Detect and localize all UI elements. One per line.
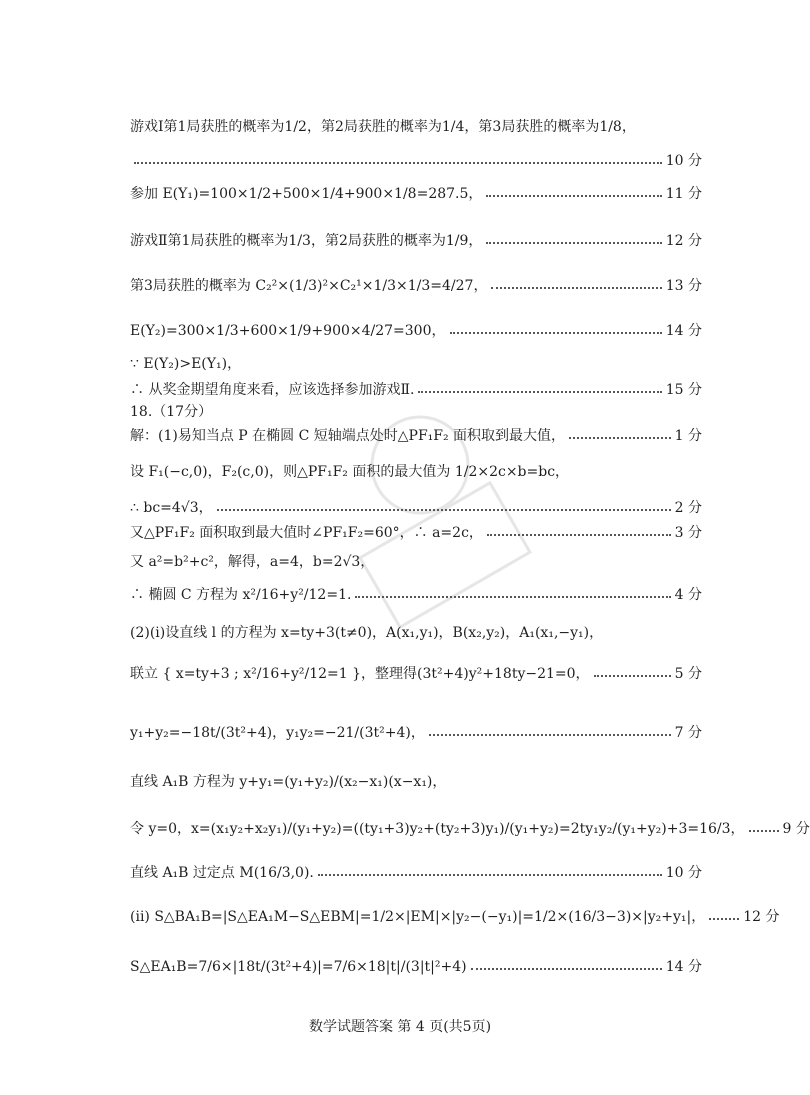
answer-line: 游戏Ⅱ第1局获胜的概率为1/3，第2局获胜的概率为1/9， 12 分 [130, 233, 702, 249]
leader-dots [709, 918, 739, 920]
leader-dots [486, 242, 661, 244]
leader-dots [491, 287, 661, 289]
leader-dots [487, 534, 671, 536]
answer-line: y₁+y₂=−18t/(3t²+4)，y₁y₂=−21/(3t²+4)， 7 分 [130, 725, 702, 741]
leader-dots [471, 968, 662, 970]
leader-dots [355, 596, 670, 598]
answer-line: ∴ 椭圆 C 方程为 x²/16+y²/12=1. 4 分 [130, 587, 702, 603]
answer-line: ∵ E(Y₂)>E(Y₁)， [130, 356, 242, 372]
answer-line: 游戏Ⅰ第1局获胜的概率为1/2，第2局获胜的概率为1/4，第3局获胜的概率为1/8， [130, 119, 636, 135]
leader-dots [486, 195, 661, 197]
leader-dots [134, 162, 662, 164]
answer-line: ∴ 从奖金期望角度来看，应该选择参加游戏Ⅱ. 15 分 [130, 382, 702, 398]
answer-line: S△EA₁B=7/6×|18t/(3t²+4)|=7/6×18|t|/(3|t|²+4) 14 分 [130, 959, 702, 975]
leader-dots [429, 734, 671, 736]
leader-dots [318, 874, 662, 876]
answer-line: 10 分 [130, 152, 702, 170]
leader-dots [594, 675, 671, 677]
leader-dots [569, 437, 671, 439]
answer-line: 解：(1)易知当点 P 在椭圆 C 短轴端点处时△PF₁F₂ 面积取到最大值， 1 分 [130, 428, 702, 444]
answer-line: (ii) S△BA₁B=|S△EA₁M−S△EBM|=1/2×|EM|×|y₂−(−y₁)|=1/2×(16/3−3)×|y₂+y₁|， 12 分 [130, 909, 780, 925]
answer-line: 直线 A₁B 方程为 y+y₁=(y₁+y₂)/(x₂−x₁)(x−x₁)， [130, 774, 447, 790]
answer-line: (2)(i)设直线 l 的方程为 x=ty+3(t≠0)，A(x₁,y₁)，B(x₂,y₂)，A₁(x₁,−y₁)， [130, 625, 604, 641]
answer-line: E(Y₂)=300×1/3+600×1/9+900×4/27=300， 14 分 [130, 323, 702, 339]
page-footer: 数学试题答案 第 4 页(共5页) [308, 1019, 492, 1035]
leader-dots [418, 391, 661, 393]
leader-dots [749, 830, 779, 832]
answer-line: 又△PF₁F₂ 面积取到最大值时∠PF₁F₂=60°，∴ a=2c， 3 分 [130, 525, 702, 541]
answer-line: 直线 A₁B 过定点 M(16/3,0). 10 分 [130, 865, 702, 881]
question-number: 18.（17分） [130, 404, 213, 420]
answer-line: 设 F₁(−c,0)，F₂(c,0)，则△PF₁F₂ 面积的最大值为 1/2×2c×b=bc， [130, 464, 570, 480]
answer-line: 联立 { x=ty+3 ; x²/16+y²/12=1 }，整理得(3t²+4)y²+18ty−21=0， 5 分 [130, 666, 702, 682]
answer-line: 参加 E(Y₁)=100×1/2+500×1/4+900×1/8=287.5， 11 分 [130, 186, 702, 202]
answer-line: 第3局获胜的概率为 C₂²×(1/3)²×C₂¹×1/3×1/3=4/27， 13 分 [130, 278, 702, 294]
answer-line: 令 y=0，x=(x₁y₂+x₂y₁)/(y₁+y₂)=((ty₁+3)y₂+(ty₂+3)y₁)/(y₁+y₂)=2ty₁y₂/(y₁+y₂)+3=16/3， 9 分 [130, 821, 810, 837]
answer-line: ∴ bc=4√3， 2 分 [130, 500, 702, 516]
leader-dots [217, 509, 671, 511]
answer-line: 又 a²=b²+c²，解得，a=4，b=2√3， [130, 554, 375, 570]
leader-dots [450, 332, 662, 334]
